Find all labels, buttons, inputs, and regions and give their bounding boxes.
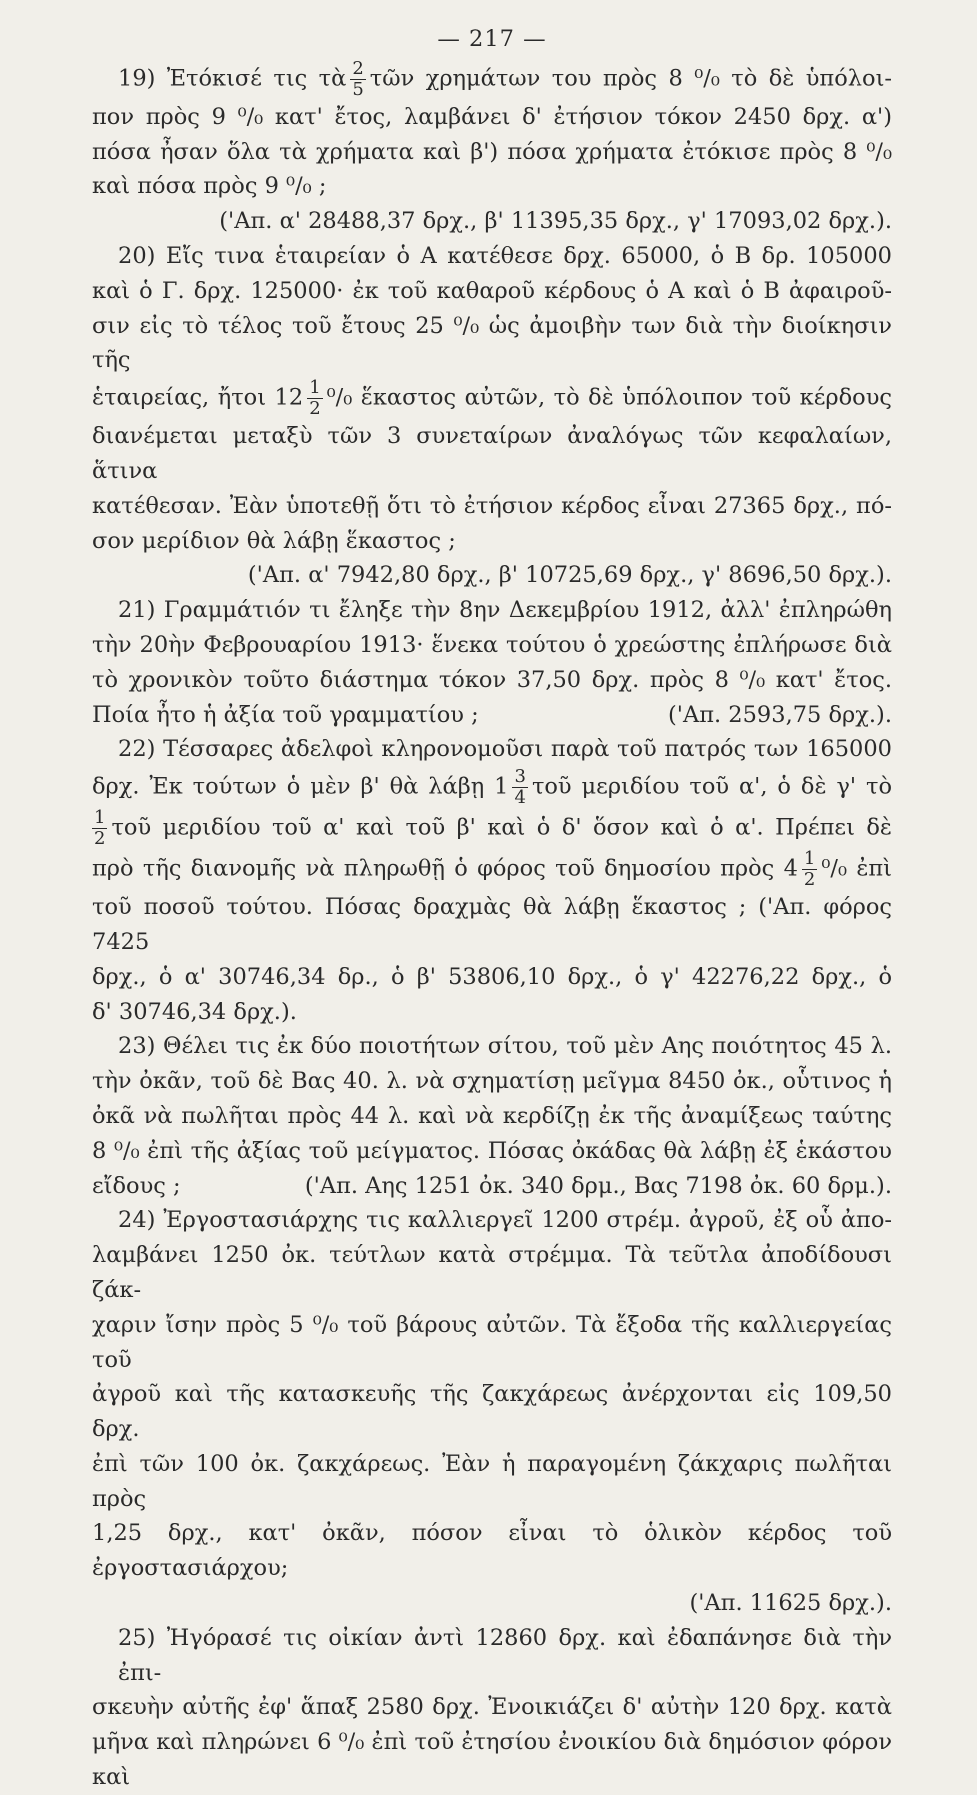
problem-22-line-2 [92, 767, 892, 808]
fraction-denominator: 2 [309, 398, 321, 420]
problem-21-line-1: 21) Γραμμάτιόν τι ἔληξε τὴν 8ην Δεκεμβρίου 1912, ἀλλ' ἐπληρώθη [118, 597, 892, 624]
fraction-numerator: 1 [803, 848, 816, 870]
text-segment: ἑταιρείας, ἤτοι 12 [92, 384, 304, 411]
fraction-numerator: 2 [352, 57, 364, 79]
problem-20-line-3: σιν εἰς τὸ τέλος τοῦ ἔτους 25 ⁰/₀ ὡς ἀμοιβὴν των διὰ τὴν διοίκησιν τῆς [92, 312, 892, 374]
text-segment: πρὸ τῆς διανομῆς νὰ πληρωθῇ ὁ φόρος τοῦ δημοσίου πρὸς 4 [92, 855, 798, 882]
text-segment: ⁰/₀ ἐπὶ [821, 855, 892, 882]
problem-19-line-4: καὶ πόσα πρὸς 9 ⁰/₀ ; [92, 173, 327, 200]
problem-19 [92, 59, 892, 239]
problem-24 [92, 1203, 892, 1621]
text-segment: τοῦ μεριδίου τοῦ α' καὶ τοῦ β' καὶ ὁ δ' ὅσον καὶ ὁ α'. Πρέπει δὲ [111, 814, 892, 841]
problem-20-line-5: διανέμεται μεταξὺ τῶν 3 συνεταίρων ἀναλόγως τῶν κεφαλαίων, ἅτινα [92, 423, 892, 484]
fraction [92, 808, 107, 849]
text-segment: 19) Ἐτόκισέ τις τὰ [118, 65, 347, 92]
problem-20-answer: ('Απ. α' 7942,80 δρχ., β' 10725,69 δρχ., γ' 8696,50 δρχ.). [247, 562, 892, 589]
problem-25-line-1: 25) Ἠγόρασέ τις οἰκίαν ἀντὶ 12860 δρχ. καὶ ἐδαπάνησε διὰ τὴν ἐπι- [118, 1624, 892, 1686]
problem-20-line-7: σον μερίδιον θὰ λάβῃ ἕκαστος ; [92, 527, 456, 554]
fraction [802, 849, 817, 890]
problem-22-line-6: δρχ., ὁ α' 30746,34 δρ., ὁ β' 53806,10 δρχ., ὁ γ' 42276,22 δρχ., ὁ [92, 963, 892, 990]
problem-23-line-5 [92, 1169, 892, 1204]
text-segment: εἴδους ; [92, 1172, 181, 1199]
problem-23-line-3: ὀκᾶ νὰ πωλῆται πρὸς 44 λ. καὶ νὰ κερδίζῃ ἐκ τῆς ἀναμίξεως ταύτης [92, 1102, 892, 1129]
problem-19-line-2: πον πρὸς 9 ⁰/₀ κατ' ἔτος, λαμβάνει δ' ἐτήσιον τόκον 2450 δρχ. α') [92, 103, 892, 130]
problem-24-line-2: λαμβάνει 1250 ὀκ. τεύτλων κατὰ στρέμμα. Τὰ τεῦτλα ἀποδίδουσι ζάκ- [92, 1242, 892, 1303]
problem-21-line-3: τὸ χρονικὸν τοῦτο διάστημα τόκον 37,50 δρχ. πρὸς 8 ⁰/₀ κατ' ἔτος. [92, 666, 892, 693]
problem-22-line-3 [92, 808, 892, 849]
problem-20-line-2: καὶ ὁ Γ. δρχ. 125000· ἐκ τοῦ καθαροῦ κέρδους ὁ Α καὶ ὁ Β ἀφαιροῦ- [92, 277, 892, 304]
problem-23-answer: ('Απ. Αης 1251 ὀκ. 340 δρμ., Βας 7198 ὀκ. 60 δρμ.). [304, 1172, 892, 1199]
problem-24-line-6: 1,25 δρχ., κατ' ὀκᾶν, πόσον εἶναι τὸ ὁλικὸν κέρδος τοῦ ἐργοστασιάρχου; [92, 1520, 892, 1582]
problem-25 [92, 1621, 892, 1795]
page-number: — 217 — [437, 26, 547, 52]
problem-20-line-4 [92, 378, 892, 419]
text-segment: τοῦ μεριδίου τοῦ α', ὁ δὲ γ' τὸ [531, 773, 893, 800]
text-segment: Ποία ἦτο ἡ ἀξία τοῦ γραμματίου ; [92, 701, 479, 728]
problem-21 [92, 593, 892, 732]
fraction-denominator: 2 [803, 869, 816, 891]
problem-19-line-3: πόσα ἦσαν ὅλα τὰ χρήματα καὶ β') πόσα χρήματα ἐτόκισε πρὸς 8 ⁰/₀ [92, 138, 892, 165]
problem-19-answer: ('Απ. α' 28488,37 δρχ., β' 11395,35 δρχ., γ' 17093,02 δρχ.). [219, 208, 892, 235]
problem-20 [92, 239, 892, 593]
problem-24-line-5: ἐπὶ τῶν 100 ὀκ. ζακχάρεως. Ἐὰν ἡ παραγομένη ζάκχαρις πωλῆται πρὸς [92, 1450, 892, 1512]
problem-20-line-1: 20) Εἴς τινα ἑταιρείαν ὁ Α κατέθεσε δρχ. 65000, ὁ Β δρ. 105000 [118, 242, 892, 269]
problem-25-line-3: μῆνα καὶ πληρώνει 6 ⁰/₀ ἐπὶ τοῦ ἐτησίου ἐνοικίου διὰ δημόσιον φόρον καὶ [92, 1729, 892, 1791]
problem-20-line-6: κατέθεσαν. Ἐὰν ὑποτεθῇ ὅτι τὸ ἐτήσιον κέρδος εἶναι 27365 δρχ., πό- [92, 492, 892, 519]
text-segment: δρχ. Ἐκ τούτων ὁ μὲν β' θὰ λάβῃ 1 [92, 773, 509, 800]
fraction-numerator: 1 [309, 377, 321, 399]
fraction [350, 59, 365, 100]
problem-22 [92, 732, 892, 1029]
problem-21-answer: ('Απ. 2593,75 δρχ.). [668, 701, 892, 728]
text-segment: τῶν χρημάτων του πρὸς 8 ⁰/₀ τὸ δὲ ὑπόλοι- [369, 65, 893, 92]
problem-24-line-1: 24) Ἐργοστασιάρχης τις καλλιεργεῖ 1200 στρέμ. ἀγροῦ, ἐξ οὗ ἀπο- [118, 1207, 892, 1234]
fraction-denominator: 2 [94, 828, 106, 850]
problem-23-line-1: 23) Θέλει τις ἐκ δύο ποιοτήτων σίτου, τοῦ μὲν Αης ποιότητος 45 λ. [118, 1033, 892, 1060]
fraction-numerator: 3 [514, 766, 526, 788]
problem-22-line-5: τοῦ ποσοῦ τούτου. Πόσας δραχμὰς θὰ λάβῃ ἕκαστος ; ('Απ. φόρος 7425 [92, 894, 892, 955]
problem-23 [92, 1029, 892, 1203]
problem-21-line-4 [92, 698, 892, 733]
fraction [307, 378, 322, 419]
fraction-denominator: 4 [514, 787, 526, 809]
problem-24-line-4: ἀγροῦ καὶ τῆς κατασκευῆς τῆς ζακχάρεως ἀνέρχονται εἰς 109,50 δρχ. [92, 1381, 892, 1443]
problem-24-answer: ('Απ. 11625 δρχ.). [689, 1590, 892, 1617]
fraction-denominator: 5 [352, 78, 364, 100]
problem-25-line-2: σκευὴν αὐτῆς ἐφ' ἅπαξ 2580 δρχ. Ἐνοικιάζει δ' αὐτὴν 120 δρχ. κατὰ [92, 1694, 892, 1721]
problem-21-line-2: τὴν 20ὴν Φεβρουαρίου 1913· ἕνεκα τούτου ὁ χρεώστης ἐπλήρωσε διὰ [92, 631, 892, 658]
fraction-numerator: 1 [94, 807, 106, 829]
problem-19-line-1 [92, 59, 892, 100]
problem-22-line-4 [92, 849, 892, 890]
problem-23-line-2: τὴν ὀκᾶν, τοῦ δὲ Βας 40. λ. νὰ σχηματίσῃ μεῖγμα 8450 ὀκ., οὗτινος ἡ [92, 1068, 892, 1095]
fraction [512, 767, 527, 808]
problem-22-line-1: 22) Τέσσαρες ἀδελφοὶ κληρονομοῦσι παρὰ τοῦ πατρός των 165000 [118, 736, 892, 763]
text-segment: ⁰/₀ ἕκαστος αὐτῶν, τὸ δὲ ὑπόλοιπον τοῦ κέρδους [326, 384, 892, 411]
problem-24-line-3: χαριν ἴσην πρὸς 5 ⁰/₀ τοῦ βάρους αὐτῶν. Τὰ ἔξοδα τῆς καλλιεργείας τοῦ [92, 1311, 892, 1373]
problem-23-line-4: 8 ⁰/₀ ἐπὶ τῆς ἀξίας τοῦ μείγματος. Πόσας ὀκάδας θὰ λάβῃ ἐξ ἑκάστου [92, 1137, 892, 1164]
book-page [92, 22, 892, 1795]
problem-22-line-7: δ' 30746,34 δρχ.). [92, 998, 297, 1025]
